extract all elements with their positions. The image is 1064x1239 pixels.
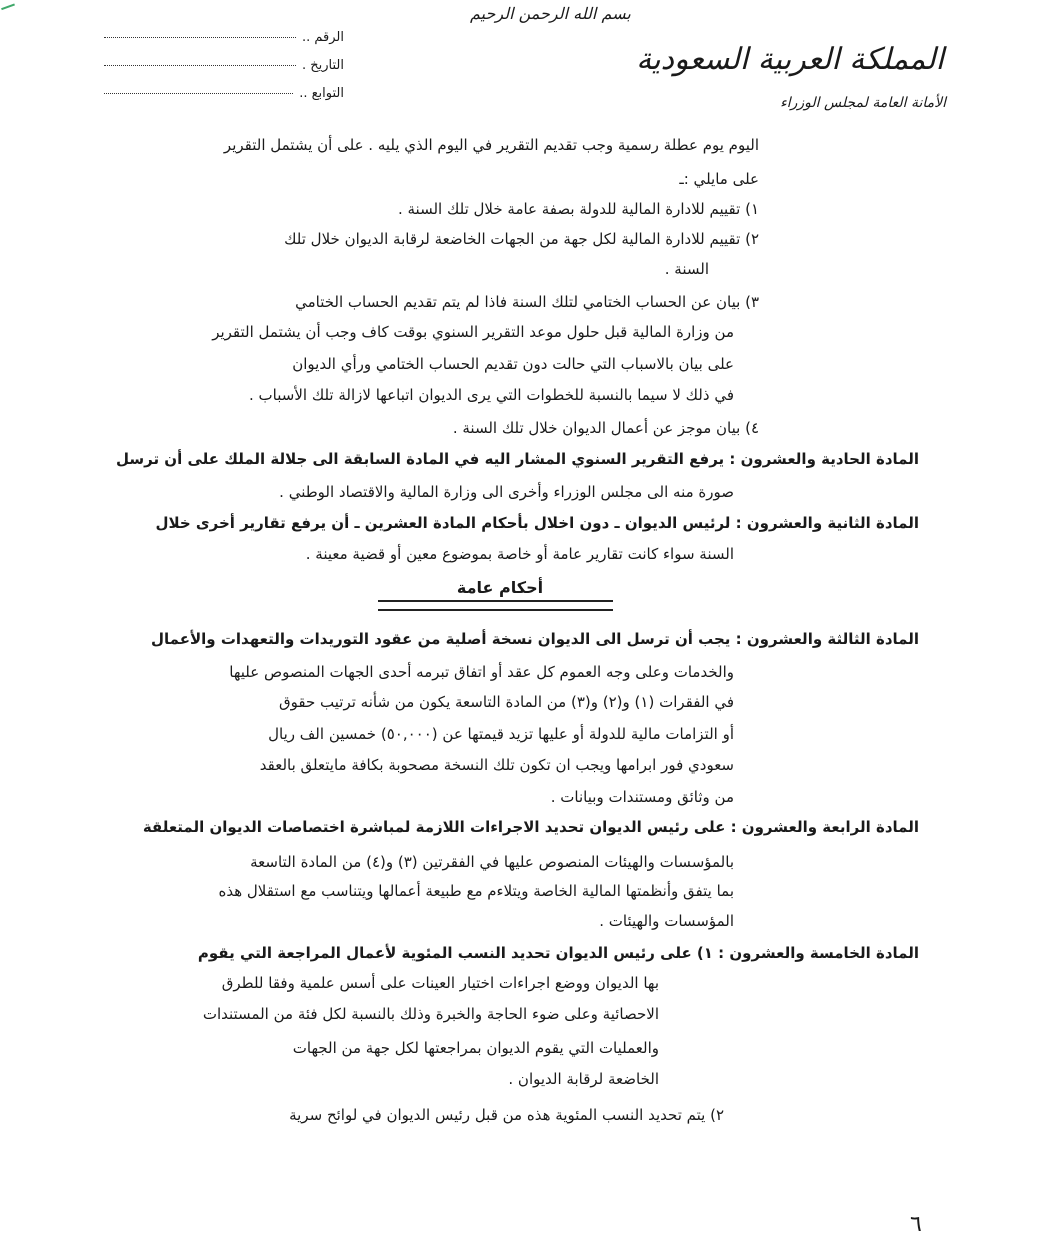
body-line: بها الديوان ووضع اجراءات اختيار العينات على أسس علمية وفقا للطرق — [221, 974, 659, 992]
body-line: الاحصائية وعلى ضوء الحاجة والخبرة وذلك بالنسبة لكل فئة من المستندات — [202, 1005, 659, 1023]
article-25: المادة الخامسة والعشرون : ١) على رئيس الديوان تحديد النسب المئوية لأعمال المراجعة التي يقوم — [197, 944, 919, 962]
attachments-label: التوابع .. — [299, 86, 344, 101]
body-line: ٢) يتم تحديد النسب المئوية هذه من قبل رئيس الديوان في لوائح سرية — [289, 1106, 724, 1124]
body-line: من وزارة المالية قبل حلول موعد التقرير السنوي بوقت كاف وجب أن يشتمل التقرير — [212, 323, 734, 341]
article-21: المادة الحادية والعشرون : يرفع التقرير السنوي المشار اليه في المادة السابقة الى جلالة الملك على أن ترسل — [115, 450, 919, 468]
section-rule — [378, 600, 613, 602]
section-title: أحكام عامة — [456, 578, 544, 597]
body-line: المؤسسات والهيئات . — [599, 912, 734, 930]
body-line: ٢) تقييم للادارة المالية لكل جهة من الجهات الخاضعة لرقابة الديوان خلال تلك — [284, 230, 759, 248]
section-rule — [378, 609, 613, 611]
body-line: والعمليات التي يقوم الديوان بمراجعتها لكل جهة من الجهات — [292, 1039, 659, 1057]
letterhead-logo: المملكة العربية السعودية — [636, 42, 944, 77]
attachments-line — [104, 93, 293, 94]
body-line: بالمؤسسات والهيئات المنصوص عليها في الفقرتين (٣) و(٤) من المادة التاسعة — [250, 853, 734, 871]
ref-number-line — [104, 37, 296, 38]
body-line: الخاضعة لرقابة الديوان . — [508, 1070, 659, 1088]
body-line: والخدمات وعلى وجه العموم كل عقد أو اتفاق تبرمه أحدى الجهات المنصوص عليها — [229, 663, 734, 681]
basmala: بسم الله الرحمن الرحيم — [470, 4, 631, 23]
date-label: التاريخ . — [301, 58, 344, 73]
ref-number-field — [104, 30, 344, 45]
article-24: المادة الرابعة والعشرون : على رئيس الديوان تحديد الاجراءات اللازمة لمباشرة اختصاصات الديوان المتعلقة — [142, 818, 919, 836]
letterhead-subtitle: الأمانة العامة لمجلس الوزراء — [780, 95, 946, 111]
attachments-field — [104, 86, 344, 101]
body-line: من وثائق ومستندات وبيانات . — [550, 788, 734, 806]
article-22: المادة الثانية والعشرون : لرئيس الديوان ـ دون اخلال بأحكام المادة العشرين ـ أن يرفع تقارير أخرى خلال — [155, 514, 919, 532]
body-line: ٤) بيان موجز عن أعمال الديوان خلال تلك السنة . — [452, 419, 759, 437]
page-mark: ٦ — [910, 1212, 922, 1237]
body-line: في ذلك لا سيما بالنسبة للخطوات التي يرى الديوان اتباعها لازالة تلك الأسباب . — [249, 386, 734, 404]
corner-mark — [0, 0, 15, 10]
body-line: ٣) بيان عن الحساب الختامي لتلك السنة فاذا لم يتم تقديم الحساب الختامي — [295, 293, 759, 311]
article-23: المادة الثالثة والعشرون : يجب أن ترسل الى الديوان نسخة أصلية من عقود التوريدات والتعهدات والأعمال — [151, 630, 919, 648]
date-line — [104, 65, 296, 66]
ref-number-label: الرقم .. — [301, 30, 344, 45]
body-line: في الفقرات (١) و(٢) و(٣) من المادة التاسعة يكون من شأنه ترتيب حقوق — [279, 693, 734, 711]
body-line: سعودي فور ابرامها ويجب ان تكون تلك النسخة مصحوبة بكافة مايتعلق بالعقد — [259, 756, 734, 774]
body-line: على بيان بالاسباب التي حالت دون تقديم الحساب الختامي ورأي الديوان — [292, 355, 734, 373]
body-line: أو التزامات مالية للدولة أو عليها تزيد قيمتها عن (٥٠,٠٠٠) خمسين الف ريال — [268, 725, 734, 743]
date-field — [104, 58, 344, 73]
body-line: السنة . — [664, 260, 709, 278]
body-line: بما يتفق وأنظمتها المالية الخاصة ويتلاءم مع طبيعة أعمالها ويتناسب مع استقلال هذه — [218, 882, 734, 900]
body-line: على مايلي :ـ — [679, 170, 759, 188]
body-line: السنة سواء كانت تقارير عامة أو خاصة بموضوع معين أو قضية معينة . — [305, 545, 734, 563]
body-line: ١) تقييم للادارة المالية للدولة بصفة عامة خلال تلك السنة . — [397, 200, 759, 218]
body-line: صورة منه الى مجلس الوزراء وأخرى الى وزارة المالية والاقتصاد الوطني . — [279, 483, 734, 501]
body-line: اليوم يوم عطلة رسمية وجب تقديم التقرير في اليوم الذي يليه . على أن يشتمل التقرير — [223, 136, 759, 154]
